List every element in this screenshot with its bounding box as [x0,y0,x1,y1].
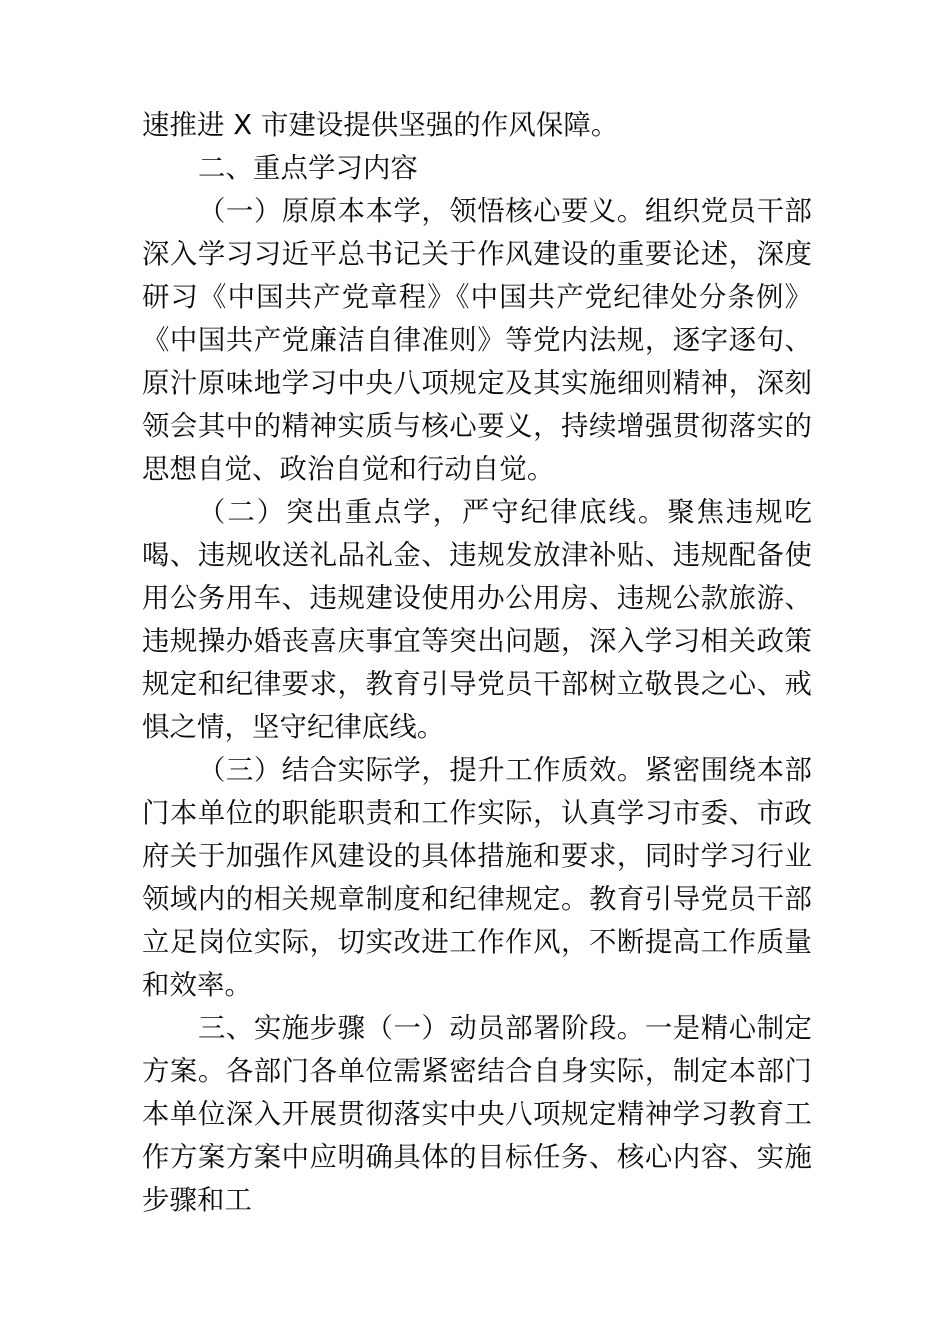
paragraph-continued-opening: 速推进 X 市建设提供坚强的作风保障。 [142,110,619,141]
heading-section-three: 三、实施步骤（一）动员部署阶段。一是精心制定方案。各部门各单位需紧密结合自身实际，制定本部门本单位深入开展贯彻落实中央八项规定精神学习教育工作方案方案中应明确具体的目标任务、核心内容、实施步骤和工 [142,1013,812,1216]
document-body-text [142,104,812,1222]
paragraph-item-one: （一）原原本本学，领悟核心要义。组织党员干部深入学习习近平总书记关于作风建设的重要论述，深度研习《中国共产党章程》《中国共产党纪律处分条例》《中国共产党廉洁自律准则》等党内法规，逐字逐句、原汁原味地学习中央八项规定及其实施细则精神，深刻领会其中的精神实质与核心要义，持续增强贯彻落实的思想自觉、政治自觉和行动自觉。 [142,196,812,485]
paragraph-item-three: （三）结合实际学，提升工作质效。紧密围绕本部门本单位的职能职责和工作实际，认真学习市委、市政府关于加强作风建设的具体措施和要求，同时学习行业领域内的相关规章制度和纪律规定。教育引导党员干部立足岗位实际，切实改进工作作风，不断提高工作质量和效率。 [142,755,812,1001]
heading-section-two: 二、重点学习内容 [198,153,418,184]
paragraph-item-two: （二）突出重点学，严守纪律底线。聚焦违规吃喝、违规收送礼品礼金、违规发放津补贴、违规配备使用公务用车、违规建设使用办公用房、违规公款旅游、违规操办婚丧喜庆事宜等突出问题，深入学习相关政策规定和纪律要求，教育引导党员干部树立敬畏之心、戒惧之情，坚守纪律底线。 [142,497,812,743]
